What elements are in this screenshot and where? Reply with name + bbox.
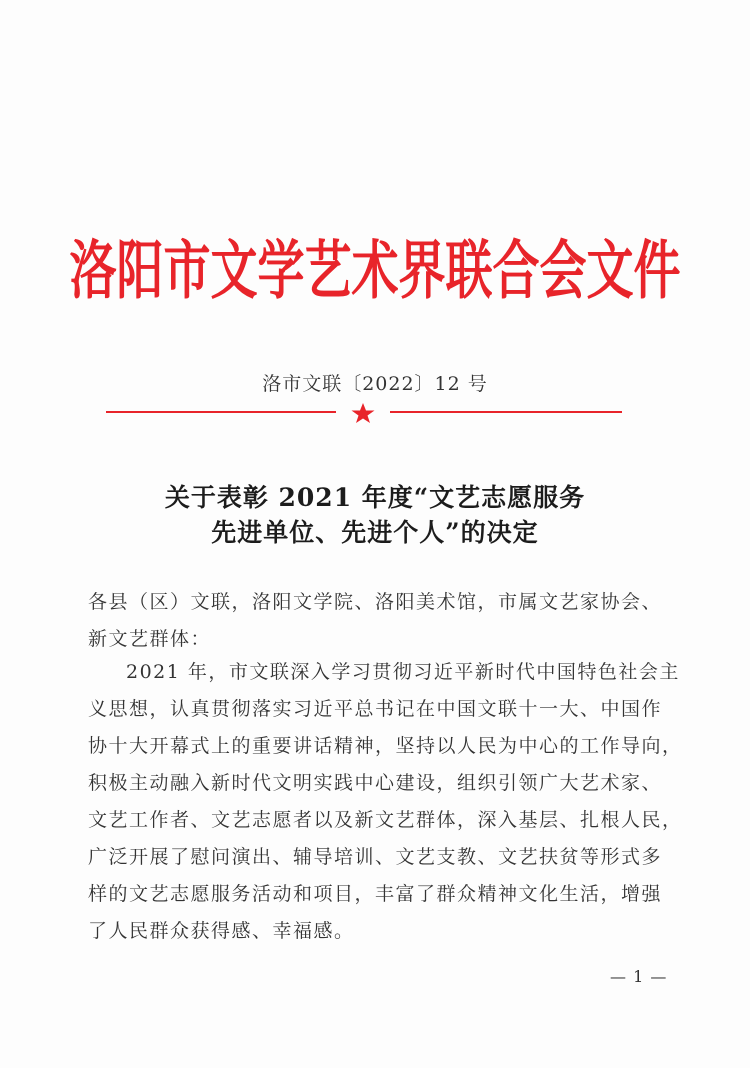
document-title-line-1: 关于表彰 2021 年度“文艺志愿服务 [164,483,586,512]
document-title-line-2: 先进单位、先进个人”的决定 [211,518,539,547]
paragraph-line: 义思想，认真贯彻落实习近平总书记在中国文联十一大、中国作 [88,698,663,720]
addressee-line: 各县（区）文联，洛阳文学院、洛阳美术馆，市属文艺家协会、 [88,591,663,613]
document-number: 洛市文联〔2022〕12 号 [262,373,488,395]
paragraph-line: 文艺工作者、文艺志愿者以及新文艺群体，深入基层、扎根人民， [88,809,683,831]
paragraph-line: 样的文艺志愿服务活动和项目，丰富了群众精神文化生活，增强 [88,883,663,905]
body-paragraph [88,654,683,950]
page-number: — 1 — [610,967,668,986]
paragraph-line: 2021 年，市文联深入学习贯彻习近平新时代中国特色社会主 [126,661,680,683]
masthead-title: 洛阳市文学艺术界联合会文件 [69,234,681,309]
paragraph-line: 积极主动融入新时代文明实践中心建设，组织引领广大艺术家、 [88,772,663,794]
paragraph-line: 广泛开展了慰问演出、辅导培训、文艺支教、文艺扶贫等形式多 [88,846,663,868]
addressee-line: 新文艺群体： [88,628,212,650]
paragraph-line: 协十大开幕式上的重要讲话精神，坚持以人民为中心的工作导向， [88,735,683,757]
addressee-block [88,584,668,658]
red-star-icon [350,402,376,424]
red-divider-left [106,411,336,413]
paragraph-line: 了人民群众获得感、幸福感。 [88,920,355,942]
red-divider-right [390,411,622,413]
